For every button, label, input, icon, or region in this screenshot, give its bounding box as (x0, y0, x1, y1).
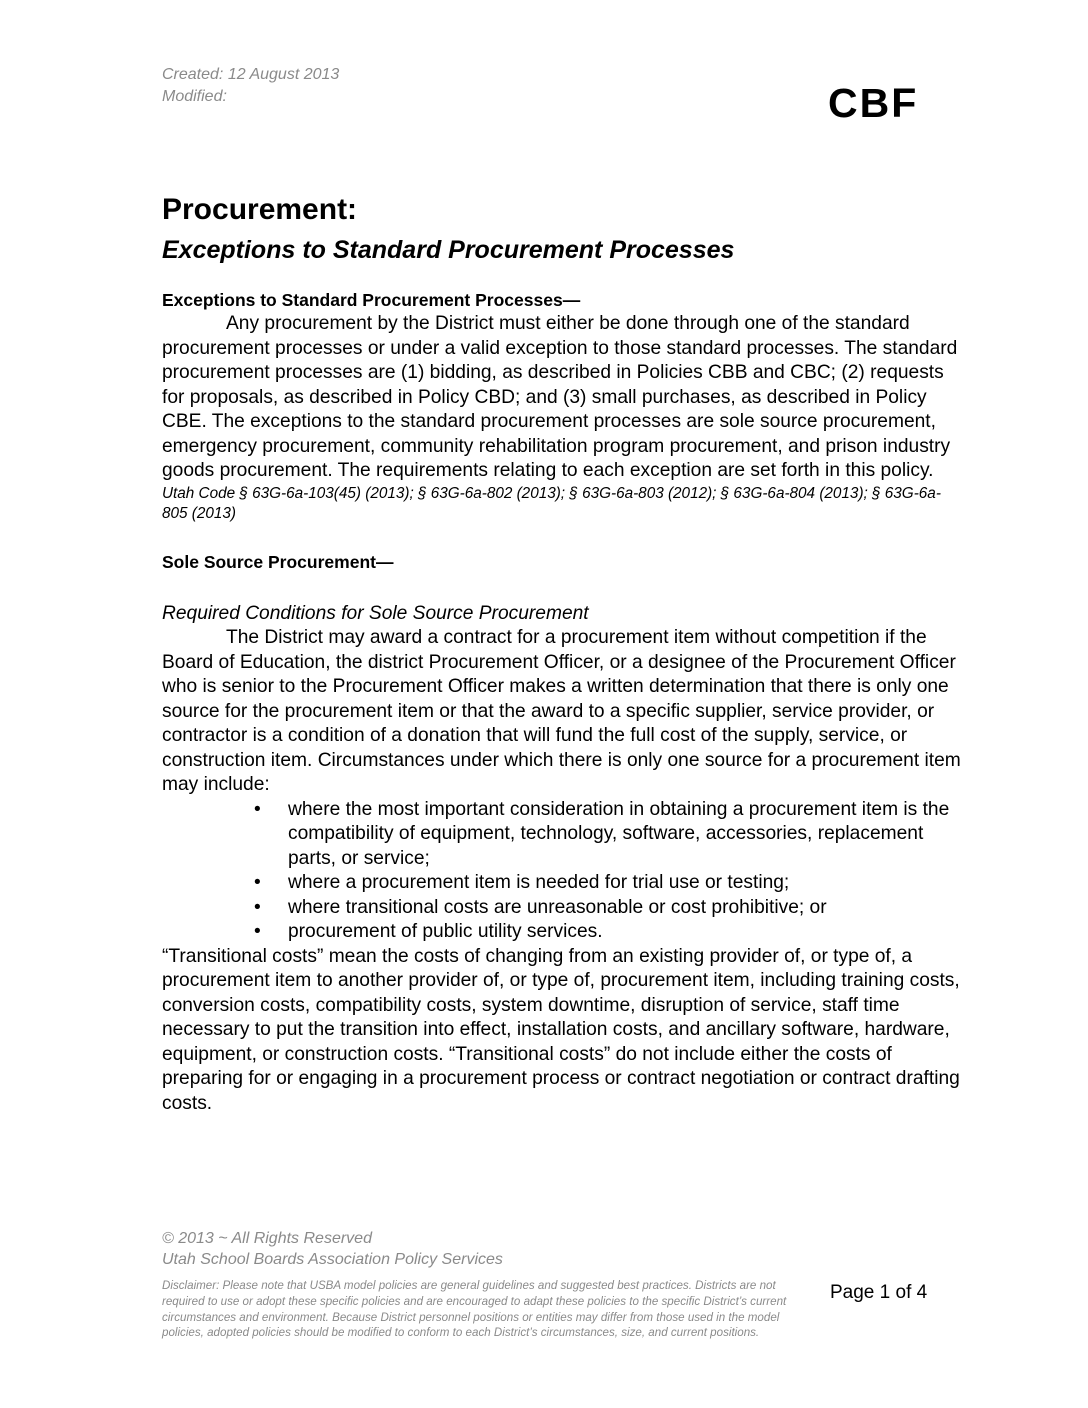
list-item: • procurement of public utility services. (286, 920, 962, 945)
transitional-costs-paragraph: “Transitional costs” mean the costs of changing from an existing provider of, or type of, a procurement item to another provider of, or type of, procurement item, including training costs, conversion costs, compatibility costs, system downtime, disruption of service, staff time necessary to put the transition into effect, installation costs, and ancillary software, hardware, equipment, or construction costs. “Transitional costs” do not include either the costs of preparing for or engaging in a procurement process or contract negotiation or contract drafting costs. (162, 945, 960, 1114)
exceptions-citation: Utah Code § 63G-6a-103(45) (2013); § 63G-6a-802 (2013); § 63G-6a-803 (2012); § 63G-6a-804 (2013); § 63G-6a-805 (2013) (162, 484, 941, 522)
page-title: Procurement: (162, 193, 358, 226)
sole-source-subheading: Required Conditions for Sole Source Procurement (162, 602, 589, 624)
section-heading-exceptions: Exceptions to Standard Procurement Processes— (162, 290, 581, 310)
list-item: • where a procurement item is needed for trial use or testing; (286, 871, 962, 896)
document-body (162, 288, 962, 1116)
document-meta (162, 64, 339, 108)
organization-name: Utah School Boards Association Policy Services (162, 1251, 503, 1268)
sole-source-paragraph: The District may award a contract for a procurement item without competition if the Board of Education, the district Procurement Officer, or a designee of the Procurement Officer who is senior to the Procurement Officer makes a written determination that there is only one source for the procurement item or that the award to a specific supplier, service provider, or contractor is a condition of a donation that will fund the full cost of the supply, service, or construction item. Circumstances under which there is only one source for a procurement item may include: (162, 627, 961, 795)
section-heading-sole-source: Sole Source Procurement— (162, 551, 394, 572)
copyright-notice: © 2013 ~ All Rights Reserved (162, 1230, 372, 1247)
disclaimer: Disclaimer: Please note that USBA model policies are general guidelines and suggested best practices. Districts are not required to use or adopt these specific policies and are encouraged to adapt these policies to the specific District’s current circumstances and environment. Because District personnel positions or entities may differ from those used in the model policies, adopted policies should be modified to conform to each District’s circumstances, size, and current positions. (162, 1279, 787, 1340)
modified-date: Modified: (162, 88, 227, 105)
footer-rights (162, 1228, 503, 1270)
created-date: Created: 12 August 2013 (162, 66, 340, 83)
page-number: Page 1 of 4 (830, 1282, 928, 1303)
list-item: • where transitional costs are unreasonable or cost prohibitive; or (286, 896, 962, 921)
exceptions-paragraph: Any procurement by the District must either be done through one of the standard procurement processes or under a valid exception to those standard processes. The standard procurement processes are (1) bidding, as described in Policies CBB and CBC; (2) requests for proposals, as described in Policy CBD; and (3) small purchases, as described in Policy CBE. The exceptions to the standard procurement processes are sole source procurement, emergency procurement, community rehabilitation program procurement, and prison industry goods procurement. The requirements relating to each exception are set forth in this policy. (162, 313, 958, 481)
policy-code: CBF (828, 80, 919, 126)
page-subtitle: Exceptions to Standard Procurement Processes (162, 236, 735, 264)
sole-source-conditions-list (162, 798, 962, 945)
list-item: • where the most important consideration in obtaining a procurement item is the compatibility of equipment, technology, software, accessories, replacement parts, or service; (286, 798, 962, 872)
